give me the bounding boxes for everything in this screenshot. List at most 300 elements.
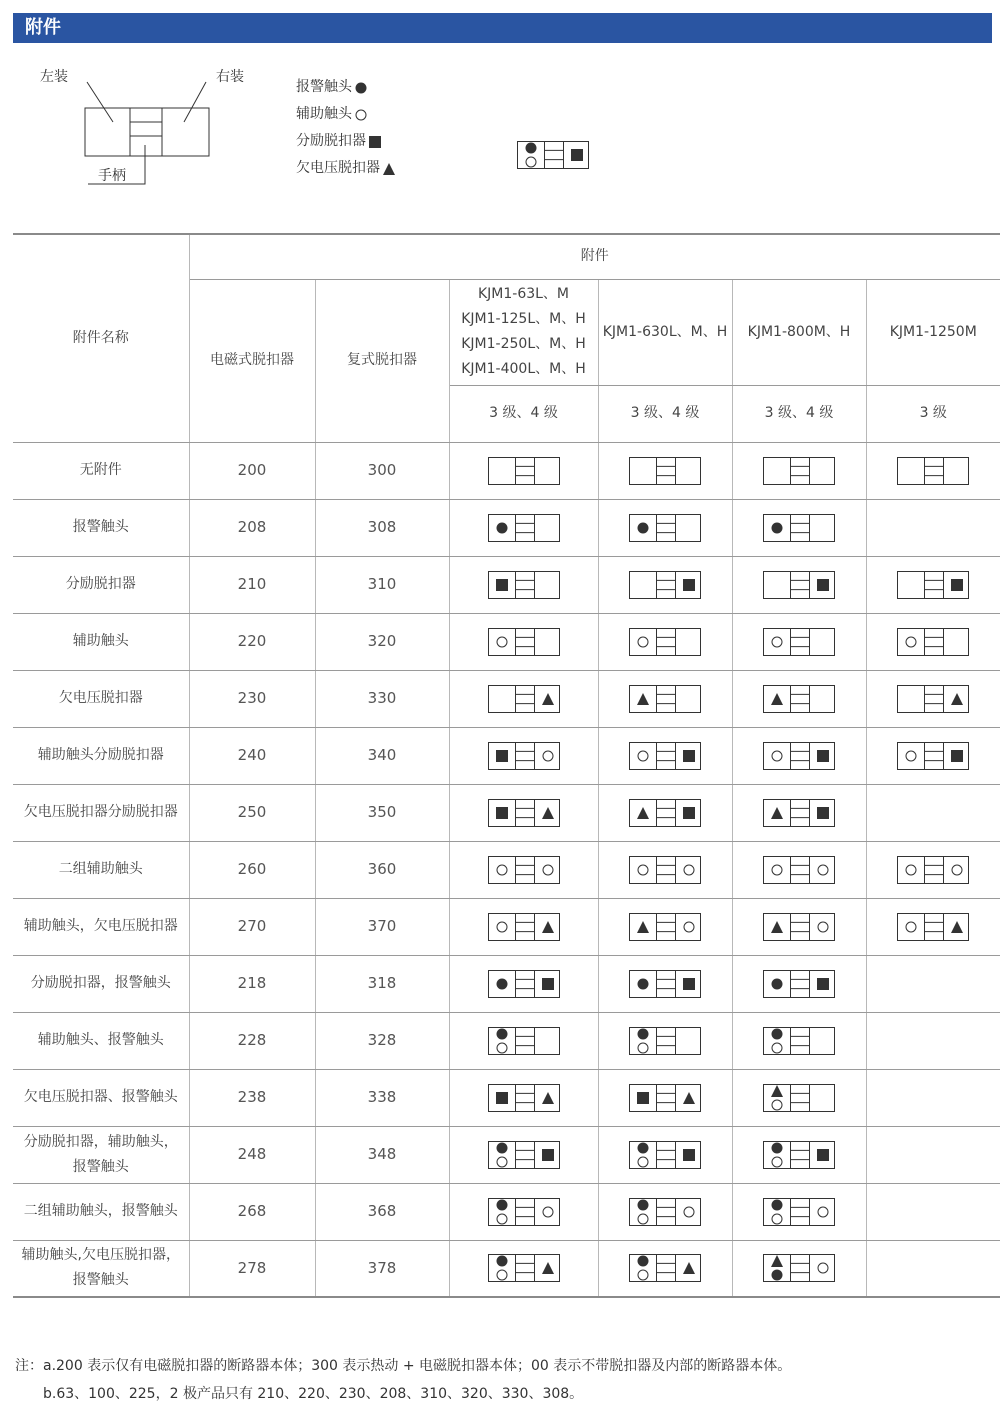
accessory-config-box [762,1197,836,1227]
open-circle-icon [497,922,507,932]
accessory-config-cell [732,841,866,898]
filled-triangle-icon [771,921,783,933]
filled-circle-icon [496,1256,507,1267]
table-row [13,442,1000,499]
accessory-config-box [487,684,561,714]
accessory-config-cell [598,1183,732,1240]
accessory-config-box [628,1197,702,1227]
compound-code: 318 [315,955,449,1012]
accessory-config-cell [598,727,732,784]
accessory-config-cell [866,1069,1000,1126]
em-code: 260 [189,841,315,898]
compound-code: 328 [315,1012,449,1069]
accessory-config-box [487,513,561,543]
legend-alarm: 报警触头 [296,74,396,101]
filled-square-icon [683,807,695,819]
accessory-config-box [762,741,836,771]
compound-code: 360 [315,841,449,898]
accessory-config-box [628,684,702,714]
accessory-config-cell [732,784,866,841]
filled-circle-icon [638,1199,649,1210]
compound-code: 370 [315,898,449,955]
legend-auxiliary: 辅助触头 [296,101,396,128]
accessory-config-box [628,798,702,828]
em-code: 270 [189,898,315,955]
filled-square-icon [683,1149,695,1161]
filled-circle-icon [638,1142,649,1153]
accessory-config-cell [598,955,732,1012]
accessory-config-box [628,1253,702,1283]
filled-circle-icon [638,522,649,533]
header-model-4 [866,279,1000,385]
open-circle-icon [906,751,916,761]
accessory-config-box [487,1140,561,1170]
accessory-config-cell [732,727,866,784]
accessory-config-cell [598,556,732,613]
filled-triangle-icon [542,693,554,705]
model-line: KJM1-800M、H [747,323,851,340]
legend-example-box [516,140,590,174]
filled-square-icon [683,978,695,990]
table-row [13,727,1000,784]
accessory-config-box [487,627,561,657]
symbol-legend [296,74,396,182]
open-circle-icon [906,922,916,932]
open-circle-icon [772,1043,782,1053]
header-grade-2: 3 级、4 级 [598,385,732,442]
filled-circle-icon [772,1028,783,1039]
accessory-config-box [628,855,702,885]
open-circle-icon [818,1207,828,1217]
header-em-trip: 电磁式脱扣器 [189,279,315,442]
filled-circle-icon [772,522,783,533]
table-row [13,499,1000,556]
accessory-config-box [762,912,836,942]
filled-circle-icon [526,143,537,154]
accessory-config-cell [732,1126,866,1183]
accessory-name: 二组辅助触头，报警触头 [13,1183,189,1240]
compound-code: 310 [315,556,449,613]
accessory-name: 辅助触头、报警触头 [13,1012,189,1069]
accessory-config-box [628,741,702,771]
filled-triangle-icon [637,693,649,705]
open-circle-icon [543,751,553,761]
accessory-name: 辅助触头 [13,613,189,670]
open-circle-icon [638,637,648,647]
header-accessory-name: 附件名称 [13,234,189,442]
em-code: 268 [189,1183,315,1240]
em-code: 278 [189,1240,315,1297]
accessory-config-cell [732,556,866,613]
header-grade-1: 3 级、4 级 [449,385,598,442]
accessory-config-cell [866,670,1000,727]
filled-square-icon [683,750,695,762]
em-code: 248 [189,1126,315,1183]
footnote-a: 注：a.200 表示仅有电磁脱扣器的断路器本体；300 表示热动 + 电磁脱扣器本体；00 表示不带脱扣器及内部的断路器本体。 [15,1358,792,1374]
accessory-name: 辅助触头，欠电压脱扣器 [13,898,189,955]
open-circle-icon [818,922,828,932]
accessory-config-cell [598,1012,732,1069]
accessory-config-box [896,570,970,600]
open-circle-icon [638,1214,648,1224]
accessory-config-box [628,513,702,543]
filled-square-icon [496,1092,508,1104]
open-circle-icon [818,1263,828,1273]
accessory-config-box [487,969,561,999]
accessory-config-box [762,456,836,486]
accessory-config-box [762,513,836,543]
em-code: 230 [189,670,315,727]
accessory-config-cell [866,955,1000,1012]
accessory-config-box [487,912,561,942]
accessory-name: 分励脱扣器，报警触头 [13,955,189,1012]
accessory-name: 无附件 [13,442,189,499]
accessory-config-box [628,969,702,999]
accessory-config-box [762,627,836,657]
filled-circle-icon [496,522,507,533]
accessory-name: 报警触头 [13,499,189,556]
accessory-config-box [762,969,836,999]
accessory-config-cell [866,727,1000,784]
filled-square-icon [817,978,829,990]
table-row [13,613,1000,670]
accessory-config-box [628,627,702,657]
open-circle-icon [818,865,828,875]
model-line: KJM1-1250M [889,323,977,340]
compound-code: 340 [315,727,449,784]
accessory-config-box [487,570,561,600]
open-circle-icon [497,1214,507,1224]
accessory-config-cell [732,1240,866,1297]
accessory-name: 欠电压脱扣器 [13,670,189,727]
filled-circle-icon [772,1142,783,1153]
em-code: 228 [189,1012,315,1069]
accessory-config-cell [866,841,1000,898]
compound-code: 338 [315,1069,449,1126]
filled-square-icon [571,149,583,161]
table-row [13,670,1000,727]
filled-triangle-icon [382,162,396,176]
open-circle-icon [497,865,507,875]
accessory-table [13,233,1000,1298]
accessory-config-box [628,570,702,600]
accessory-config-box [896,855,970,885]
accessory-config-box [487,741,561,771]
accessory-config-cell [598,898,732,955]
table-row [13,1126,1000,1183]
filled-triangle-icon [542,1092,554,1104]
filled-square-icon [496,750,508,762]
table-row [13,556,1000,613]
open-circle-icon [497,637,507,647]
accessory-config-box [762,855,836,885]
filled-square-icon [542,1149,554,1161]
accessory-config-cell [449,499,598,556]
compound-code: 320 [315,613,449,670]
compound-code: 348 [315,1126,449,1183]
accessory-config-box [628,1026,702,1056]
compound-code: 300 [315,442,449,499]
open-circle-icon [772,1157,782,1167]
filled-circle-icon [496,1199,507,1210]
accessory-config-box [628,1083,702,1113]
filled-square-icon [683,579,695,591]
accessory-config-cell [449,1240,598,1297]
model-line: KJM1-63L、M [477,286,570,302]
table-row [13,784,1000,841]
handle-outline [130,108,162,156]
filled-square-icon [817,807,829,819]
em-code: 218 [189,955,315,1012]
accessory-config-cell [866,1183,1000,1240]
open-circle-icon [497,1157,507,1167]
open-circle-icon [354,108,368,122]
accessory-config-box [762,1140,836,1170]
open-circle-icon [543,1207,553,1217]
accessory-config-box [487,1026,561,1056]
filled-triangle-icon [951,921,963,933]
table-row [13,841,1000,898]
accessory-config-cell [732,499,866,556]
accessory-config-cell [598,1069,732,1126]
filled-circle-icon [772,1199,783,1210]
accessory-config-cell [866,613,1000,670]
open-circle-icon [684,1207,694,1217]
header-compound-trip: 复式脱扣器 [315,279,449,442]
header-grade-3: 3 级、4 级 [732,385,866,442]
accessory-config-box [896,684,970,714]
open-circle-icon [543,865,553,875]
filled-triangle-icon [771,807,783,819]
open-circle-icon [772,637,782,647]
accessory-config-cell [866,1012,1000,1069]
filled-triangle-icon [637,921,649,933]
table-row [13,955,1000,1012]
filled-triangle-icon [683,1262,695,1274]
table-row [13,1183,1000,1240]
accessory-config-cell [732,1183,866,1240]
accessory-config-box [762,798,836,828]
open-circle-icon [638,865,648,875]
accessory-config-box [487,798,561,828]
table-row [13,898,1000,955]
accessory-config-cell [449,1069,598,1126]
filled-square-icon [368,135,382,149]
accessory-config-box [628,912,702,942]
filled-triangle-icon [542,921,554,933]
open-circle-icon [684,865,694,875]
filled-circle-icon [772,978,783,989]
filled-triangle-icon [771,1085,783,1097]
filled-square-icon [951,579,963,591]
accessory-config-cell [449,1012,598,1069]
header-accessory-group: 附件 [189,234,1000,279]
handle-label: 手柄 [98,168,126,184]
open-circle-icon [638,751,648,761]
open-circle-icon [772,1100,782,1110]
em-code: 220 [189,613,315,670]
table-row [13,1012,1000,1069]
open-circle-icon [497,1043,507,1053]
filled-square-icon [496,807,508,819]
accessory-config-cell [598,784,732,841]
accessory-config-cell [866,1126,1000,1183]
accessory-name: 二组辅助触头 [13,841,189,898]
filled-square-icon [817,1149,829,1161]
accessory-config-cell [449,784,598,841]
model-line: KJM1-125L、M、H [461,311,586,327]
accessory-config-cell [449,727,598,784]
header-model-1 [449,279,598,385]
accessory-config-cell [598,670,732,727]
footnotes [15,1352,791,1408]
accessory-config-cell [732,955,866,1012]
em-code: 250 [189,784,315,841]
accessory-config-cell [866,898,1000,955]
accessory-config-cell [449,1126,598,1183]
section-title: 附件 [25,17,61,38]
legend-undervoltage: 欠电压脱扣器 [296,155,396,182]
accessory-name: 欠电压脱扣器分励脱扣器 [13,784,189,841]
accessory-config-cell [598,1126,732,1183]
em-code: 240 [189,727,315,784]
accessory-name: 辅助触头分励脱扣器 [13,727,189,784]
open-circle-icon [526,157,536,167]
filled-circle-icon [496,978,507,989]
accessory-config-box [896,741,970,771]
filled-triangle-icon [771,1255,783,1267]
em-code: 210 [189,556,315,613]
breaker-outline [85,108,209,156]
accessory-name: 分励脱扣器 [13,556,189,613]
compound-code: 378 [315,1240,449,1297]
accessory-config-box [762,570,836,600]
accessory-config-cell [732,1069,866,1126]
accessory-config-box [896,627,970,657]
filled-square-icon [496,579,508,591]
filled-square-icon [817,750,829,762]
accessory-config-box [487,1197,561,1227]
filled-circle-icon [496,1142,507,1153]
accessory-config-cell [449,841,598,898]
accessory-config-cell [866,499,1000,556]
accessory-config-cell [732,1012,866,1069]
open-circle-icon [772,865,782,875]
section-title-bar [13,13,992,43]
accessory-config-cell [449,898,598,955]
accessory-name: 辅助触头,欠电压脱扣器，报警触头 [13,1240,189,1297]
filled-triangle-icon [771,693,783,705]
accessory-config-box [896,456,970,486]
accessory-config-cell [449,556,598,613]
accessory-name: 分励脱扣器，辅助触头，报警触头 [13,1126,189,1183]
accessory-config-box [628,456,702,486]
accessory-config-box [487,1253,561,1283]
open-circle-icon [906,865,916,875]
model-line: KJM1-630L、M、H [602,323,728,340]
accessory-config-cell [866,784,1000,841]
accessory-config-cell [449,613,598,670]
filled-circle-icon [638,1028,649,1039]
accessory-config-box [628,1140,702,1170]
accessory-config-box [896,912,970,942]
accessory-config-cell [732,898,866,955]
filled-triangle-icon [542,807,554,819]
left-mount-label: 左装 [40,69,68,85]
open-circle-icon [772,751,782,761]
filled-triangle-icon [637,807,649,819]
accessory-config-cell [598,613,732,670]
header-grade-4: 3 级 [866,385,1000,442]
filled-circle-icon [772,1270,783,1281]
filled-circle-icon [638,978,649,989]
open-circle-icon [497,1270,507,1280]
accessory-name: 欠电压脱扣器、报警触头 [13,1069,189,1126]
filled-square-icon [951,750,963,762]
accessory-config-box [762,1253,836,1283]
filled-square-icon [542,978,554,990]
model-line: KJM1-400L、M、H [461,361,586,377]
compound-code: 368 [315,1183,449,1240]
filled-triangle-icon [542,1262,554,1274]
filled-circle-icon [354,81,368,95]
accessory-config-cell [732,613,866,670]
filled-triangle-icon [951,693,963,705]
open-circle-icon [638,1157,648,1167]
accessory-config-cell [598,499,732,556]
open-circle-icon [772,1214,782,1224]
accessory-config-cell [449,670,598,727]
accessory-config-box [487,855,561,885]
open-circle-icon [638,1043,648,1053]
filled-square-icon [817,579,829,591]
open-circle-icon [952,865,962,875]
model-line: KJM1-250L、M、H [461,336,586,352]
accessory-config-cell [598,841,732,898]
em-code: 238 [189,1069,315,1126]
accessory-config-cell [598,442,732,499]
example-accessory-box [516,140,590,170]
accessory-config-cell [866,442,1000,499]
table-row [13,1069,1000,1126]
open-circle-icon [684,922,694,932]
filled-triangle-icon [683,1092,695,1104]
filled-square-icon [637,1092,649,1104]
accessory-config-cell [449,955,598,1012]
accessory-config-cell [866,556,1000,613]
accessory-config-box [487,1083,561,1113]
compound-code: 350 [315,784,449,841]
compound-code: 330 [315,670,449,727]
filled-circle-icon [496,1028,507,1039]
header-model-3 [732,279,866,385]
em-code: 200 [189,442,315,499]
accessory-config-cell [732,670,866,727]
accessory-config-box [762,1083,836,1113]
filled-circle-icon [638,1256,649,1267]
accessory-config-cell [449,1183,598,1240]
right-mount-label: 右装 [216,69,244,85]
accessory-config-box [762,684,836,714]
accessory-config-box [487,456,561,486]
accessory-config-box [762,1026,836,1056]
legend-shunt: 分励脱扣器 [296,128,396,155]
accessory-config-cell [598,1240,732,1297]
header-model-2 [598,279,732,385]
footnote-b: b.63、100、225，2 极产品只有 210、220、230、208、310、320、330、308。 [43,1386,584,1402]
open-circle-icon [638,1270,648,1280]
accessory-config-cell [732,442,866,499]
